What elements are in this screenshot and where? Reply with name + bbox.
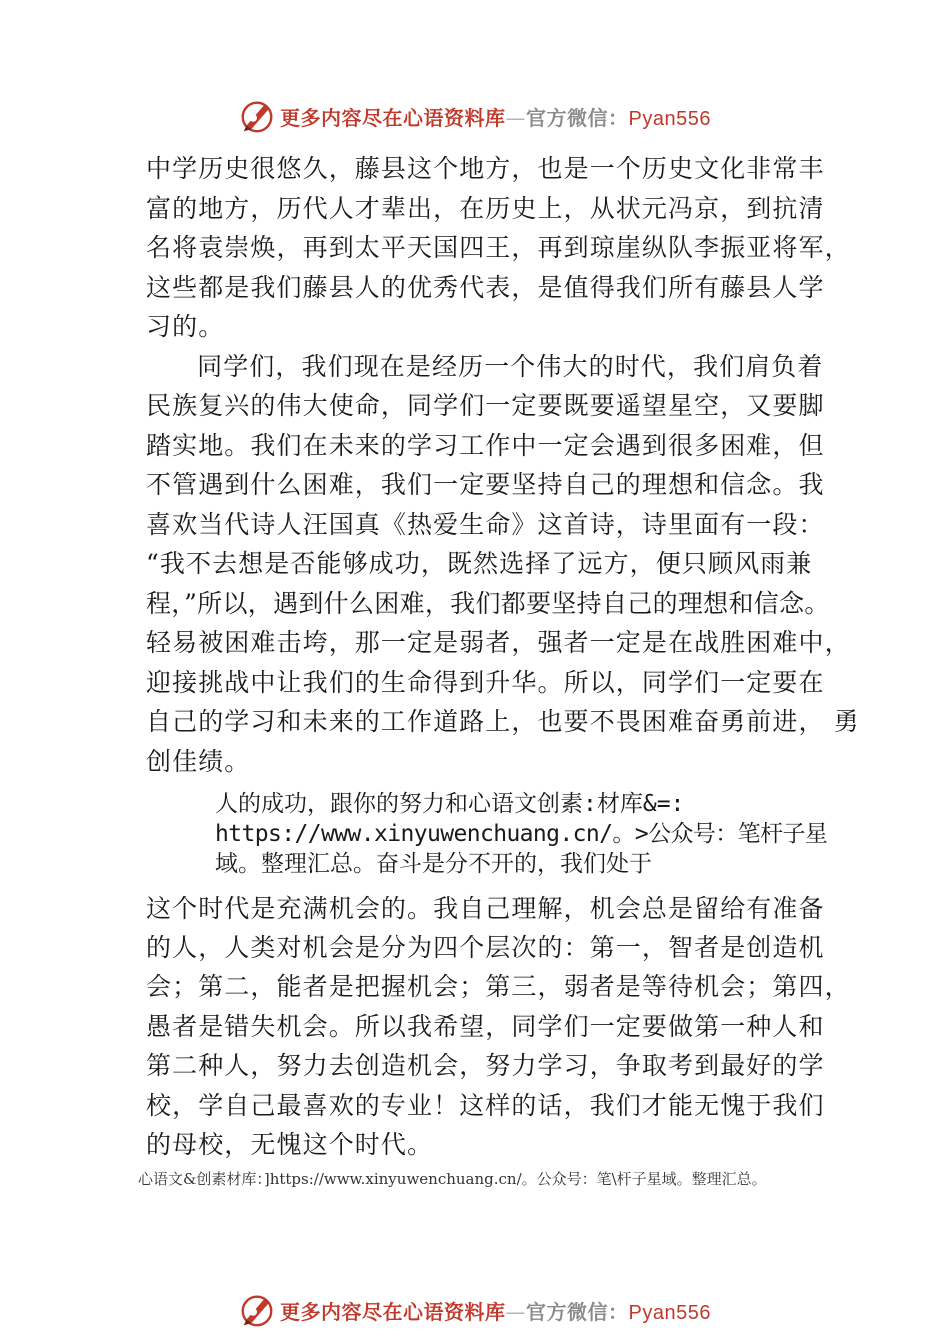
banner-wechat-label: 官方微信： xyxy=(526,105,629,130)
body-line: 踏实地。我们在未来的学习工作中一定会遇到很多困难，但 xyxy=(146,431,825,460)
footer-banner xyxy=(238,1288,758,1332)
pen-logo-icon xyxy=(238,1291,276,1329)
banner-wechat-id: Pyan556 xyxy=(628,1301,711,1324)
body-line: 不管遇到什么困难，我们一定要坚持自己的理想和信念。我 xyxy=(146,470,825,499)
body-line: 轻易被困难击垮，那一定是弱者，强者一定是在战胜困难中， xyxy=(146,628,851,657)
body-line: 愚者是错失机会。所以我希望，同学们一定要做第一种人和 xyxy=(146,1012,825,1041)
body-line: 这个时代是充满机会的。我自己理解，机会总是留给有准备 xyxy=(146,894,825,923)
body-line: 喜欢当代诗人汪国真《热爱生命》这首诗，诗里面有一段： xyxy=(146,510,825,539)
body-line: 同学们，我们现在是经历一个伟大的时代，我们肩负着 xyxy=(171,352,824,381)
banner-separator: — xyxy=(505,105,526,130)
body-line: 民族复兴的伟大使命，同学们一定要既要遥望星空，又要脚 xyxy=(146,391,825,420)
banner-separator: — xyxy=(505,1299,526,1324)
body-line: 校，学自己最喜欢的专业！这样的话，我们才能无愧于我们 xyxy=(146,1091,825,1120)
body-line: 的母校，无愧这个时代。 xyxy=(146,1130,434,1159)
body-line: 中学历史很悠久，藤县这个地方，也是一个历史文化非常丰 xyxy=(146,154,825,183)
inserted-line: https://www.xinyuwenchuang.cn/。>公众号：笔杆子星 xyxy=(215,821,828,847)
body-line: “我不去想是否能够成功，既然选择了远方，便只顾风雨兼 xyxy=(146,549,813,578)
body-line: 的人，人类对机会是分为四个层次的：第一，智者是创造机 xyxy=(146,933,825,962)
body-line: 迎接挑战中让我们的生命得到升华。所以，同学们一定要在 xyxy=(146,668,825,697)
banner-text xyxy=(280,1296,711,1325)
body-line: 会；第二，能者是把握机会；第三，弱者是等待机会；第四， xyxy=(146,972,851,1001)
banner-wechat-label: 官方微信： xyxy=(526,1299,629,1324)
body-line: 名将袁崇焕，再到太平天国四王，再到琼崖纵队李振亚将军， xyxy=(146,233,851,262)
banner-wechat-id: Pyan556 xyxy=(628,107,711,130)
body-line: 自己的学习和未来的工作道路上，也要不畏困难奋勇前进， 勇 xyxy=(146,707,860,736)
header-banner xyxy=(238,94,758,138)
banner-text xyxy=(280,102,711,131)
banner-brand: 更多内容尽在心语资料库 xyxy=(280,1299,506,1324)
body-line: 程，”所以，遇到什么困难，我们都要坚持自己的理想和信念。 xyxy=(146,589,830,618)
body-line: 这些都是我们藤县人的优秀代表，是值得我们所有藤县人学 xyxy=(146,273,825,302)
inserted-line: 人的成功，跟你的努力和心语文创素:材库&=: xyxy=(215,791,685,817)
body-line: 创佳绩。 xyxy=(146,747,251,776)
body-line: 富的地方，历代人才辈出，在历史上，从状元冯京，到抗清 xyxy=(146,194,825,223)
body-line: 习的。 xyxy=(146,312,225,341)
pen-logo-icon xyxy=(238,97,276,135)
source-footnote: 心语文&创素材库：]https://www.xinyuwenchuang.cn/。公众号：笔\杆子星域。整理汇总。 xyxy=(138,1170,767,1188)
banner-brand: 更多内容尽在心语资料库 xyxy=(280,105,506,130)
body-line: 第二种人，努力去创造机会，努力学习，争取考到最好的学 xyxy=(146,1051,825,1080)
inserted-line: 域。整理汇总。奋斗是分不开的，我们处于 xyxy=(215,851,652,877)
